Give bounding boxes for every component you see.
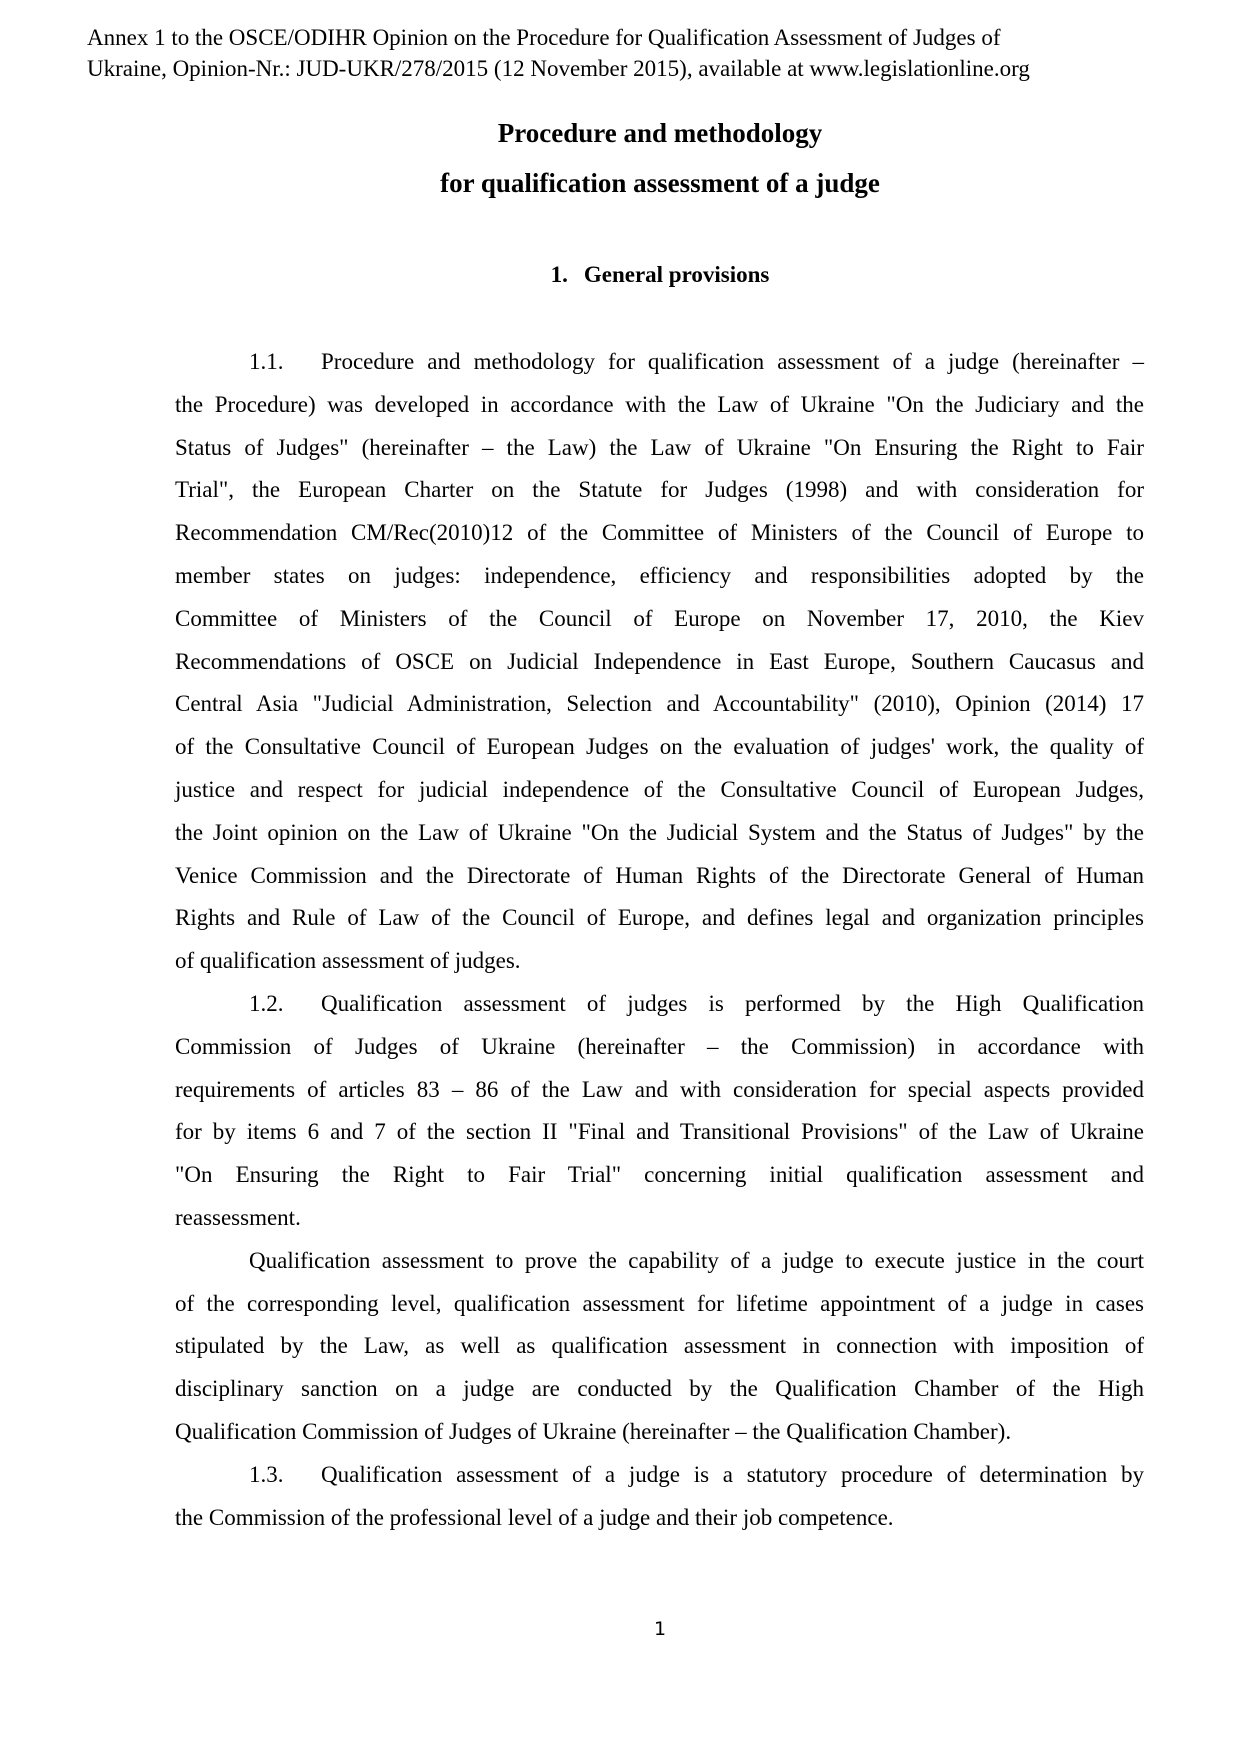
paragraph-line-text: Commission of Judges of Ukraine (hereinafter – the Commission) in accordance with bbox=[175, 1033, 1144, 1059]
document-body bbox=[175, 341, 1144, 1539]
paragraph-line-text: disciplinary sanction on a judge are conducted by the Qualification Chamber of the High bbox=[175, 1376, 1144, 1402]
paragraph-line-text: Qualification assessment to prove the capability of a judge to execute justice in the court bbox=[249, 1247, 1144, 1273]
paragraph-line-text: for by items 6 and 7 of the section II "Final and Transitional Provisions" of the Law of Ukraine bbox=[175, 1119, 1144, 1145]
paragraph-line bbox=[175, 769, 1144, 812]
paragraph-line bbox=[175, 1111, 1144, 1154]
paragraph-line bbox=[175, 1283, 1144, 1326]
section-title: General provisions bbox=[583, 262, 770, 287]
paragraph-line-text: Central Asia "Judicial Administration, Selection and Accountability" (2010), Opinion (2014) 17 bbox=[175, 691, 1144, 717]
paragraph-line-text: Procedure and methodology for qualification assessment of a judge (hereinafter – bbox=[321, 349, 1144, 374]
annex-header bbox=[87, 22, 1187, 84]
paragraph-line-text: Rights and Rule of Law of the Council of Europe, and defines legal and organization principles bbox=[175, 905, 1144, 931]
paragraph bbox=[175, 341, 1144, 983]
paragraph-line bbox=[175, 855, 1144, 898]
paragraph-line-text: of the Consultative Council of European Judges on the evaluation of judges' work, the quality of bbox=[175, 734, 1144, 760]
paragraph-number: 1.3. bbox=[249, 1461, 284, 1487]
paragraph-line bbox=[175, 1197, 1144, 1240]
page-number: 1 bbox=[653, 1618, 667, 1640]
paragraph-line bbox=[175, 812, 1144, 855]
paragraph-line-text: Venice Commission and the Directorate of Human Rights of the Directorate General of Human bbox=[175, 862, 1144, 888]
paragraph bbox=[175, 1240, 1144, 1454]
paragraph-line-text: the Joint opinion on the Law of Ukraine "On the Judicial System and the Status of Judges" by the bbox=[175, 819, 1144, 845]
paragraph-number: 1.2. bbox=[249, 990, 284, 1016]
paragraph-line-text: member states on judges: independence, efficiency and responsibilities adopted by the bbox=[175, 562, 1144, 588]
paragraph bbox=[175, 1454, 1144, 1540]
section-number: 1. bbox=[550, 262, 568, 287]
paragraph bbox=[175, 983, 1144, 1240]
paragraph-line-text: of the corresponding level, qualification assessment for lifetime appointment of a judge in cases bbox=[175, 1290, 1144, 1316]
paragraph-line-text: reassessment. bbox=[175, 1204, 301, 1230]
paragraph-line-text: of qualification assessment of judges. bbox=[175, 948, 521, 974]
paragraph-line bbox=[175, 726, 1144, 769]
paragraph-line bbox=[175, 341, 1144, 384]
annex-line-2: Ukraine, Opinion-Nr.: JUD-UKR/278/2015 (12 November 2015), available at www.legislationline.org bbox=[87, 56, 1030, 81]
paragraph-line bbox=[175, 897, 1144, 940]
paragraph-line bbox=[175, 683, 1144, 726]
paragraph-line-text: Status of Judges" (hereinafter – the Law) the Law of Ukraine "On Ensuring the Right to Fair bbox=[175, 434, 1144, 460]
paragraph-line-text: Recommendation CM/Rec(2010)12 of the Committee of Ministers of the Council of Europe to bbox=[175, 520, 1144, 546]
paragraph-line bbox=[175, 1240, 1144, 1283]
paragraph-line bbox=[175, 1069, 1144, 1112]
paragraph-line-text: "On Ensuring the Right to Fair Trial" concerning initial qualification assessment and bbox=[175, 1162, 1144, 1188]
paragraph-line-text: Qualification Commission of Judges of Ukraine (hereinafter – the Qualification Chamber). bbox=[175, 1418, 1012, 1444]
paragraph-line bbox=[175, 384, 1144, 427]
paragraph-line bbox=[175, 1368, 1144, 1411]
paragraph-line bbox=[175, 469, 1144, 512]
paragraph-line-text: requirements of articles 83 – 86 of the Law and with consideration for special aspects provided bbox=[175, 1076, 1144, 1102]
paragraph-line bbox=[175, 940, 1144, 983]
annex-line-1: Annex 1 to the OSCE/ODIHR Opinion on the Procedure for Qualification Assessment of Judges of bbox=[87, 25, 1001, 50]
paragraph-line-text: the Commission of the professional level of a judge and their job competence. bbox=[175, 1504, 894, 1530]
paragraph-line bbox=[175, 555, 1144, 598]
section-heading bbox=[0, 262, 1241, 288]
paragraph-line bbox=[175, 1411, 1144, 1454]
paragraph-line bbox=[175, 1497, 1144, 1540]
paragraph-line bbox=[175, 641, 1144, 684]
paragraph-number: 1.1. bbox=[249, 349, 284, 374]
paragraph-line bbox=[175, 1154, 1144, 1197]
document-title-line-1: Procedure and methodology bbox=[497, 118, 823, 148]
paragraph-line bbox=[175, 427, 1144, 470]
paragraph-line-text: Qualification assessment of a judge is a statutory procedure of determination by bbox=[321, 1461, 1144, 1487]
paragraph-line bbox=[175, 983, 1144, 1026]
paragraph-line-text: justice and respect for judicial independence of the Consultative Council of European Judges, bbox=[175, 776, 1144, 802]
document-title-line-2: for qualification assessment of a judge bbox=[440, 168, 880, 198]
paragraph-line-text: Recommendations of OSCE on Judicial Independence in East Europe, Southern Caucasus and bbox=[175, 648, 1144, 674]
paragraph-line-text: stipulated by the Law, as well as qualification assessment in connection with imposition of bbox=[175, 1333, 1144, 1359]
paragraph-line-text: Committee of Ministers of the Council of Europe on November 17, 2010, the Kiev bbox=[175, 605, 1144, 631]
paragraph-line-text: Trial", the European Charter on the Statute for Judges (1998) and with consideration for bbox=[175, 477, 1144, 503]
paragraph-line-text: Qualification assessment of judges is performed by the High Qualification bbox=[321, 990, 1144, 1016]
paragraph-line bbox=[175, 1454, 1144, 1497]
paragraph-line bbox=[175, 512, 1144, 555]
paragraph-line bbox=[175, 1026, 1144, 1069]
paragraph-line bbox=[175, 598, 1144, 641]
paragraph-line bbox=[175, 1325, 1144, 1368]
paragraph-line-text: the Procedure) was developed in accordance with the Law of Ukraine "On the Judiciary and the bbox=[175, 391, 1144, 417]
